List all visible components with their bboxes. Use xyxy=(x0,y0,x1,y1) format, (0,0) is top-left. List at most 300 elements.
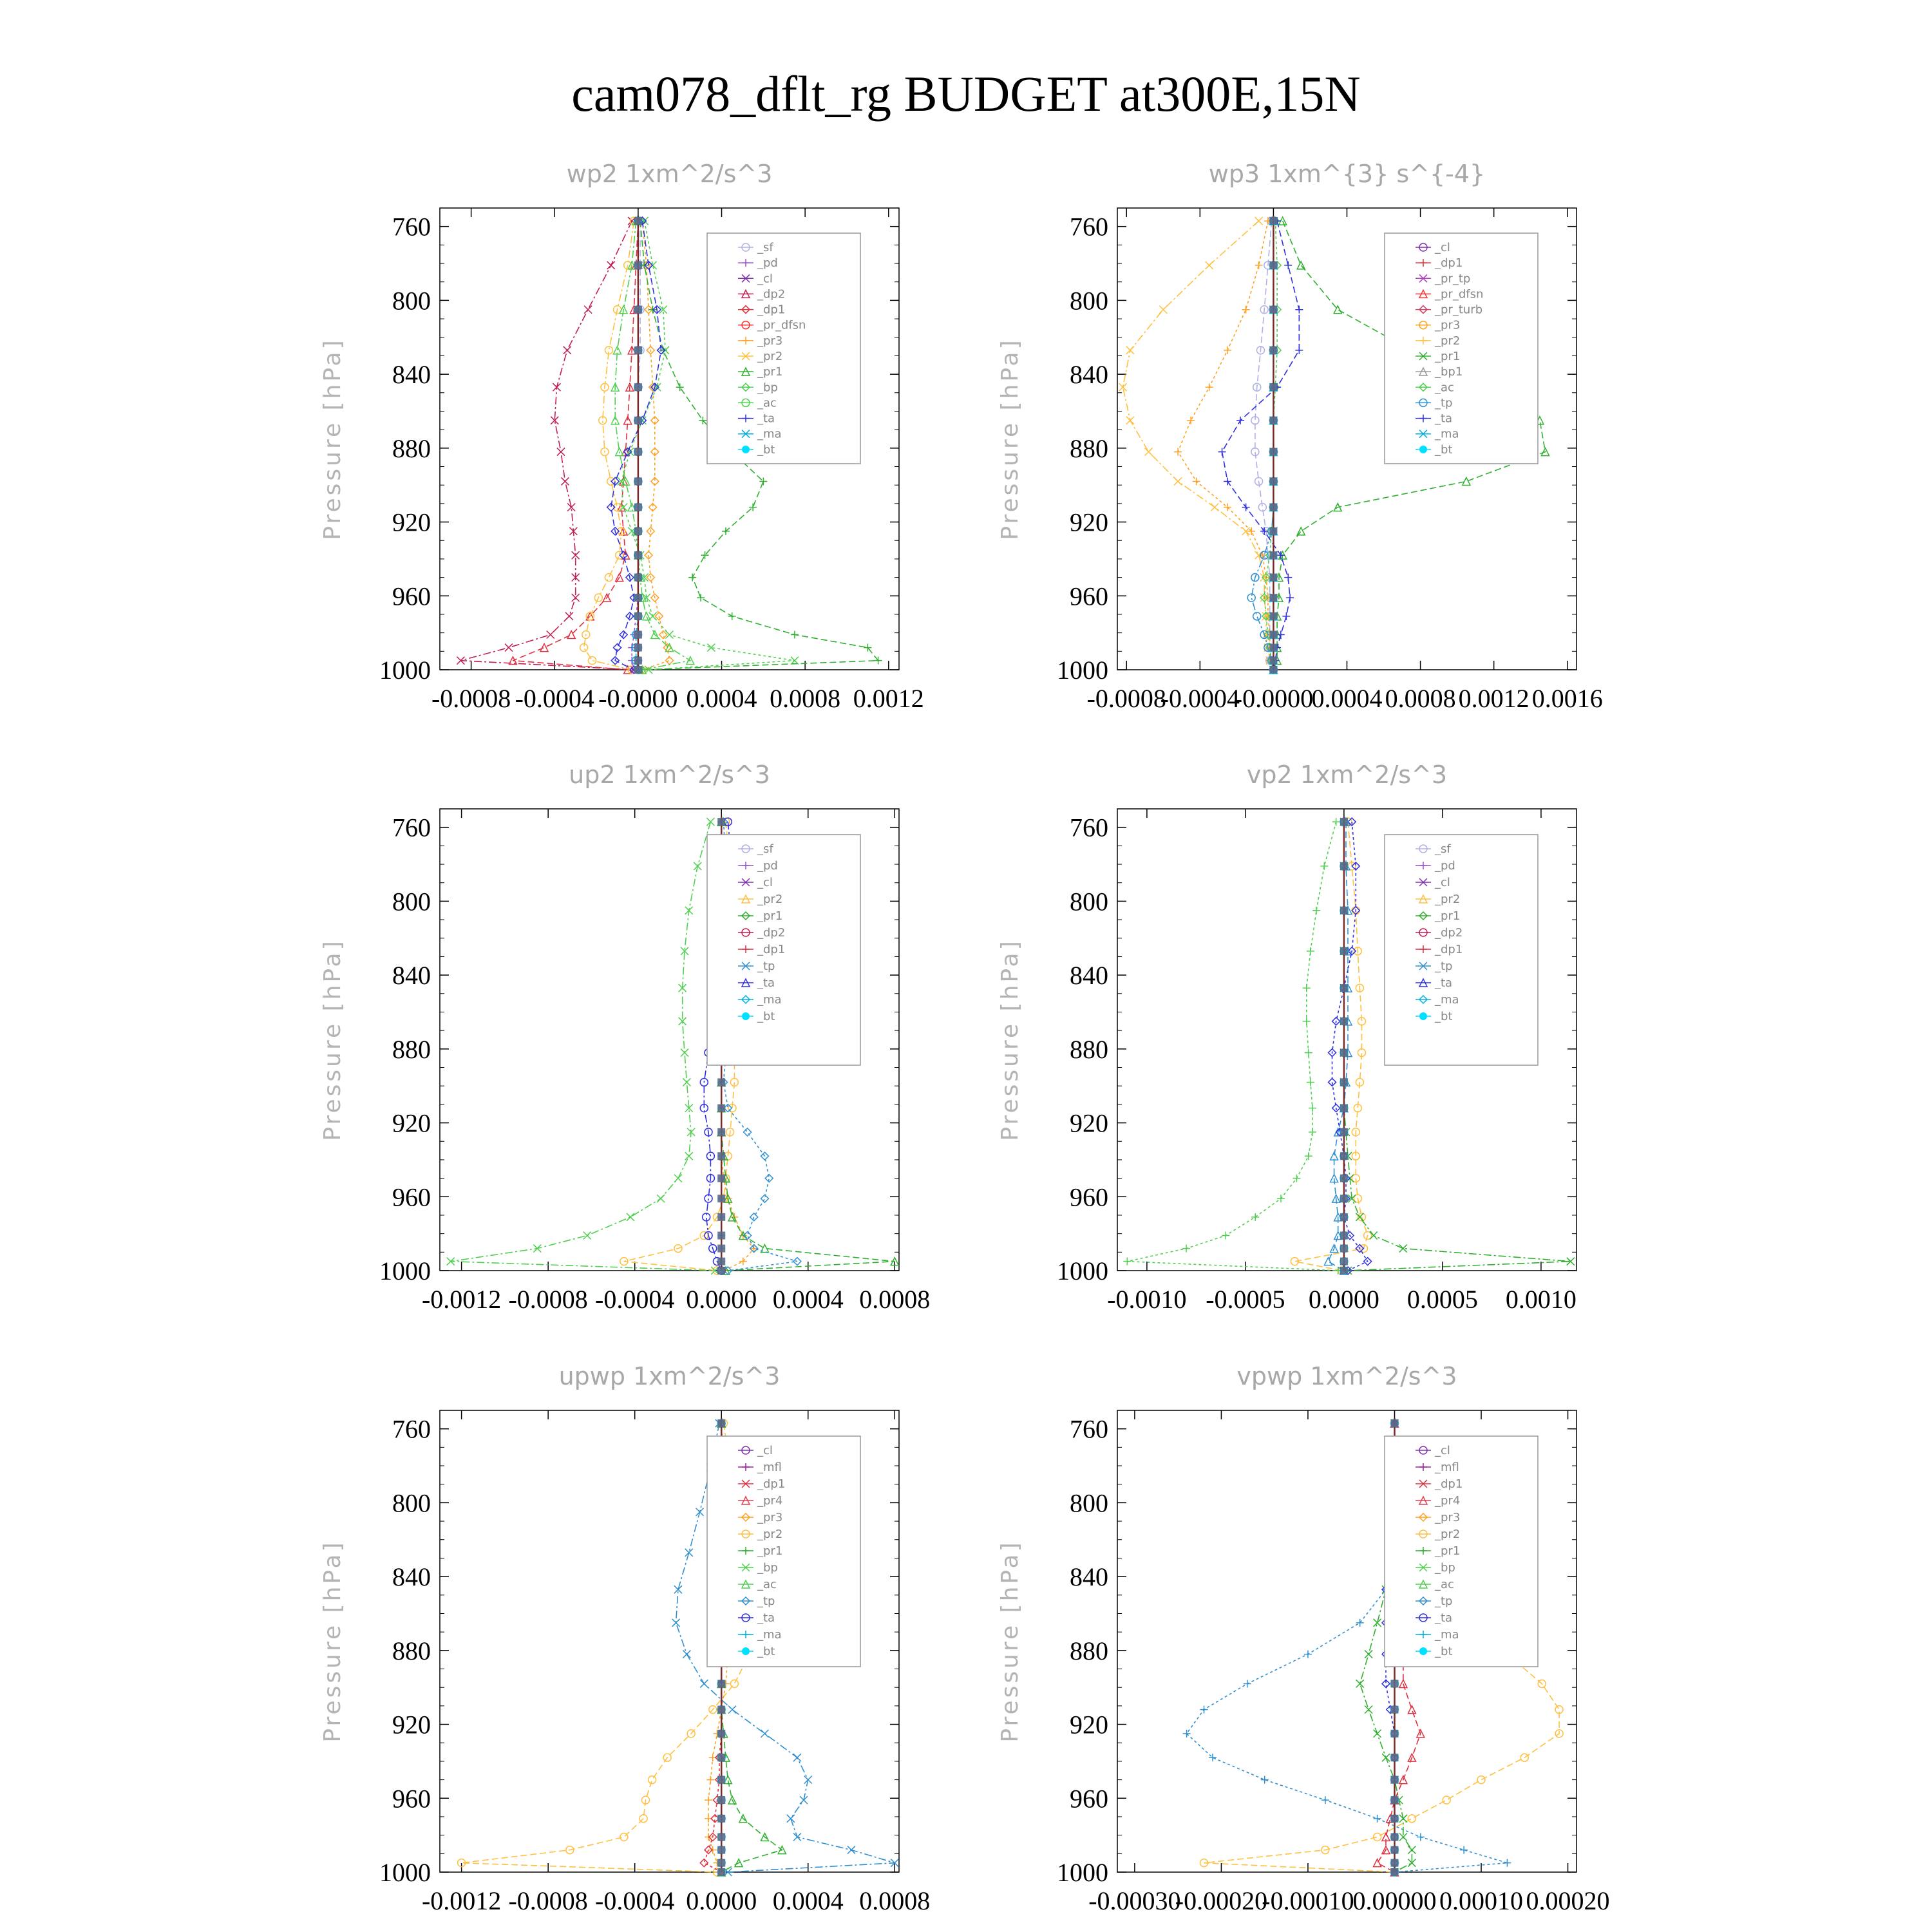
legend-label: _pr_tp xyxy=(1435,272,1471,286)
data-marker xyxy=(761,1730,768,1738)
x-tick-label: -0.0012 xyxy=(421,1886,502,1915)
data-marker xyxy=(1305,1152,1312,1160)
data-marker xyxy=(565,612,573,620)
y-tick-label: 920 xyxy=(1070,1108,1108,1138)
bt-marker xyxy=(717,1833,725,1841)
bt-marker xyxy=(1340,862,1348,870)
data-marker xyxy=(1286,594,1294,601)
data-marker xyxy=(688,574,696,582)
data-marker xyxy=(674,1175,682,1182)
legend-label: _pr1 xyxy=(1435,350,1461,363)
x-tick-label: 0.0008 xyxy=(770,684,841,713)
bt-marker xyxy=(1269,477,1277,485)
y-tick-label: 760 xyxy=(1070,813,1108,842)
series-line xyxy=(460,221,634,670)
x-tick-label: -0.0008 xyxy=(508,1285,588,1314)
y-axis-label: Pressure [hPa] xyxy=(997,938,1023,1141)
data-marker xyxy=(1503,1859,1511,1867)
legend-label: _ta xyxy=(757,976,775,990)
x-tick-label: 0.0008 xyxy=(859,1285,931,1314)
data-marker xyxy=(1374,1815,1381,1823)
data-marker xyxy=(1255,261,1263,269)
data-marker xyxy=(1183,1730,1191,1738)
x-tick-label: 0.0012 xyxy=(853,684,924,713)
legend-box xyxy=(1385,1436,1538,1667)
y-tick-label: 960 xyxy=(1070,582,1108,611)
legend-label: _ac xyxy=(757,396,777,410)
x-tick-label: 0.0010 xyxy=(1505,1285,1577,1314)
legend-marker xyxy=(1419,446,1427,453)
legend-label: _ta xyxy=(1435,1611,1453,1625)
bt-marker xyxy=(1269,383,1277,391)
data-marker xyxy=(683,1651,690,1658)
bt-marker xyxy=(634,551,642,559)
bt-marker xyxy=(1269,574,1277,582)
bt-marker xyxy=(717,1195,725,1202)
y-tick-label: 960 xyxy=(392,1182,431,1212)
y-tick-label: 800 xyxy=(392,286,431,316)
bt-marker xyxy=(1340,1267,1348,1274)
data-marker xyxy=(791,657,799,665)
chart-panel-1 xyxy=(319,160,924,713)
data-marker xyxy=(1309,1104,1316,1112)
legend-label: _pr_turb xyxy=(1435,303,1483,317)
data-marker xyxy=(1356,1619,1364,1627)
bt-marker xyxy=(634,346,642,354)
legend-label: _tp xyxy=(1435,960,1453,973)
data-marker xyxy=(1224,477,1231,485)
bt-marker xyxy=(1340,1175,1348,1182)
bt-marker xyxy=(1390,1730,1398,1738)
legend-label: _pr2 xyxy=(1435,893,1461,906)
data-marker xyxy=(681,1049,688,1057)
y-tick-label: 920 xyxy=(1070,1710,1108,1739)
series-line xyxy=(1294,822,1367,1271)
data-marker xyxy=(1365,1651,1372,1658)
bt-marker xyxy=(1390,1776,1398,1784)
data-marker xyxy=(1399,1815,1407,1823)
y-tick-label: 960 xyxy=(1070,1784,1108,1814)
data-marker xyxy=(627,1213,634,1221)
legend-label: _pr2 xyxy=(757,893,783,906)
data-marker xyxy=(1242,306,1250,314)
data-marker xyxy=(744,1128,752,1136)
x-tick-label: 0.0000 xyxy=(1308,1285,1379,1314)
legend-label: _tp xyxy=(1435,1595,1453,1608)
data-marker xyxy=(706,1776,714,1784)
y-tick-label: 1000 xyxy=(1057,1256,1108,1285)
data-marker xyxy=(620,1833,628,1841)
chart-panel-3 xyxy=(319,761,930,1314)
legend-label: _bt xyxy=(757,442,775,457)
data-marker xyxy=(683,1078,690,1086)
legend-label: _ma xyxy=(757,1628,782,1642)
legend-label: _bp xyxy=(757,1561,778,1575)
series-line xyxy=(1127,822,1338,1271)
x-tick-label: 0.0004 xyxy=(772,1886,844,1915)
data-marker xyxy=(761,1195,768,1202)
data-marker xyxy=(1206,383,1213,391)
legend-label: _pr_dfsn xyxy=(1435,287,1484,301)
bt-marker xyxy=(717,1104,725,1112)
data-marker xyxy=(1303,984,1311,992)
legend-label: _dp1 xyxy=(1435,256,1463,270)
bt-marker xyxy=(717,1815,725,1823)
bt-marker xyxy=(1340,984,1348,992)
bt-marker xyxy=(1269,612,1277,620)
x-tick-label: 0.0008 xyxy=(859,1886,931,1915)
bt-marker xyxy=(1269,261,1277,269)
data-marker xyxy=(1123,1258,1131,1265)
series-line xyxy=(451,822,715,1271)
x-tick-label: -0.00020 xyxy=(1175,1886,1268,1915)
legend-label: _sf xyxy=(757,241,773,254)
data-marker xyxy=(1260,527,1268,535)
y-axis-label: Pressure [hPa] xyxy=(997,337,1023,540)
data-marker xyxy=(605,574,613,582)
y-tick-label: 880 xyxy=(1070,433,1108,463)
y-tick-label: 760 xyxy=(392,813,431,842)
y-tick-label: 800 xyxy=(1070,887,1108,916)
data-marker xyxy=(1236,417,1244,424)
data-marker xyxy=(1255,217,1263,225)
data-marker xyxy=(1443,1796,1450,1804)
legend-label: _cl xyxy=(757,1444,773,1457)
legend-label: _bt xyxy=(1435,1645,1453,1658)
x-tick-label: -0.0004 xyxy=(1160,684,1240,713)
bt-marker xyxy=(1340,1152,1348,1160)
data-marker xyxy=(583,1232,591,1240)
y-tick-label: 960 xyxy=(1070,1182,1108,1212)
legend-label: _dp1 xyxy=(1435,1477,1463,1491)
x-tick-label: -0.00030 xyxy=(1088,1886,1181,1915)
data-marker xyxy=(1382,1754,1390,1761)
legend-label: _pr3 xyxy=(757,1511,783,1524)
x-tick-label: 0.00020 xyxy=(1526,1886,1610,1915)
legend-label: _bt xyxy=(757,1645,775,1658)
y-tick-label: 760 xyxy=(392,212,431,242)
y-axis-label: Pressure [hPa] xyxy=(319,337,346,540)
bt-marker xyxy=(1269,644,1277,652)
legend-label: _pr4 xyxy=(757,1494,783,1508)
legend-label: _pr1 xyxy=(757,909,783,923)
bt-marker xyxy=(634,594,642,601)
data-marker xyxy=(791,631,799,639)
data-marker xyxy=(1356,1213,1363,1221)
data-marker xyxy=(540,644,548,652)
legend-label: _ta xyxy=(1435,976,1453,990)
y-tick-label: 880 xyxy=(1070,1636,1108,1665)
y-tick-label: 920 xyxy=(1070,507,1108,537)
data-marker xyxy=(1174,448,1182,456)
legend-label: _dp1 xyxy=(757,1477,786,1491)
legend-label: _ta xyxy=(757,1611,775,1625)
data-marker xyxy=(694,862,701,870)
bt-marker xyxy=(717,1680,725,1687)
bt-marker xyxy=(1269,594,1277,601)
legend-marker xyxy=(742,1012,750,1020)
data-marker xyxy=(1193,477,1200,485)
data-marker xyxy=(1370,1232,1378,1240)
data-marker xyxy=(1224,346,1231,354)
bt-marker xyxy=(717,1078,725,1086)
legend-label: _pr3 xyxy=(1435,1511,1461,1524)
data-marker xyxy=(553,383,560,391)
bt-marker xyxy=(1390,1833,1398,1841)
legend-label: _dp2 xyxy=(1435,926,1463,940)
data-marker xyxy=(557,448,565,456)
bt-marker xyxy=(634,448,642,456)
data-marker xyxy=(1320,862,1328,870)
x-tick-label: -0.0004 xyxy=(595,1285,675,1314)
data-marker xyxy=(1242,504,1250,511)
bt-marker xyxy=(717,1796,725,1804)
legend-label: _bt xyxy=(1435,1010,1453,1023)
data-marker xyxy=(1374,1859,1381,1867)
y-tick-label: 1000 xyxy=(1057,1858,1108,1887)
bt-marker xyxy=(1340,907,1348,914)
data-marker xyxy=(1126,417,1134,424)
bt-marker xyxy=(1269,666,1277,674)
data-marker xyxy=(1277,1195,1285,1202)
x-tick-label: 0.0004 xyxy=(686,684,757,713)
y-tick-label: 880 xyxy=(392,1034,431,1064)
legend-label: _bp1 xyxy=(1435,365,1463,379)
bt-marker xyxy=(634,417,642,424)
bt-marker xyxy=(717,1754,725,1761)
data-marker xyxy=(1307,1078,1314,1086)
legend-label: _ac xyxy=(1435,381,1454,395)
legend-label: _dp2 xyxy=(757,287,786,301)
bt-marker xyxy=(1340,947,1348,955)
y-tick-label: 840 xyxy=(1070,360,1108,390)
data-marker xyxy=(1282,612,1290,620)
series-line xyxy=(1332,822,1368,1271)
bt-marker xyxy=(634,666,642,674)
bt-marker xyxy=(634,306,642,314)
bt-marker xyxy=(1390,1868,1398,1876)
data-marker xyxy=(649,1776,656,1784)
data-marker xyxy=(1477,1776,1485,1784)
data-marker xyxy=(787,1815,795,1823)
y-tick-label: 800 xyxy=(1070,286,1108,316)
x-tick-label: 0.0000 xyxy=(686,1285,757,1314)
bt-marker xyxy=(717,1267,725,1274)
bt-marker xyxy=(1340,1104,1348,1112)
y-tick-label: 760 xyxy=(1070,1414,1108,1444)
x-tick-label: -0.0000 xyxy=(1233,684,1314,713)
legend-marker xyxy=(742,1647,750,1655)
data-marker xyxy=(659,631,667,639)
y-tick-label: 840 xyxy=(1070,961,1108,990)
data-marker xyxy=(696,1508,704,1516)
data-marker xyxy=(1332,818,1340,826)
data-marker xyxy=(1187,417,1195,424)
x-tick-label: -0.0012 xyxy=(421,1285,502,1314)
data-marker xyxy=(1408,1846,1416,1854)
bt-marker xyxy=(634,527,642,535)
series-line xyxy=(513,221,638,670)
data-marker xyxy=(561,477,569,485)
legend-label: _ma xyxy=(1435,427,1459,441)
bt-marker xyxy=(1269,551,1277,559)
series-line xyxy=(642,221,669,670)
x-tick-label: -0.0008 xyxy=(1086,684,1166,713)
x-tick-label: -0.0005 xyxy=(1206,1285,1285,1314)
bt-marker xyxy=(717,1859,725,1867)
legend-marker xyxy=(1419,1647,1427,1655)
data-marker xyxy=(1321,1796,1329,1804)
bt-marker xyxy=(1390,1419,1398,1427)
legend-label: _ac xyxy=(757,1578,777,1591)
data-marker xyxy=(1244,1680,1251,1687)
legend-label: _pr3 xyxy=(1435,318,1461,332)
data-marker xyxy=(705,1796,712,1804)
y-tick-label: 1000 xyxy=(1057,656,1108,685)
bt-marker xyxy=(717,1776,725,1784)
data-marker xyxy=(564,346,571,354)
data-marker xyxy=(1182,1245,1190,1253)
x-tick-label: 0.00000 xyxy=(1352,1886,1437,1915)
data-marker xyxy=(800,1796,808,1804)
data-marker xyxy=(584,306,592,314)
data-marker xyxy=(1295,306,1303,314)
bt-marker xyxy=(1390,1706,1398,1714)
y-tick-label: 800 xyxy=(392,1488,431,1518)
x-tick-label: -0.0008 xyxy=(431,684,511,713)
data-marker xyxy=(728,612,736,620)
legend-label: _pr1 xyxy=(1435,1544,1461,1558)
bt-marker xyxy=(1269,448,1277,456)
legend-label: _ma xyxy=(757,993,782,1007)
legend-label: _ta xyxy=(1435,412,1453,426)
bt-marker xyxy=(717,1175,725,1182)
legend-label: _pr2 xyxy=(757,1528,783,1541)
y-tick-label: 800 xyxy=(1070,1488,1108,1518)
legend-label: _mfl xyxy=(1435,1461,1459,1474)
bt-marker xyxy=(634,383,642,391)
y-tick-label: 1000 xyxy=(379,656,431,685)
bt-marker xyxy=(717,1258,725,1265)
data-marker xyxy=(804,1776,812,1784)
panel-title: vp2 1xm^2/s^3 xyxy=(1246,761,1448,789)
bt-marker xyxy=(717,1152,725,1160)
bt-marker xyxy=(1390,1754,1398,1761)
data-marker xyxy=(697,594,705,601)
y-tick-label: 960 xyxy=(392,582,431,611)
data-marker xyxy=(1222,1232,1229,1240)
data-marker xyxy=(1463,477,1470,485)
legend-label: _pr1 xyxy=(1435,909,1461,923)
bt-marker xyxy=(634,574,642,582)
x-tick-label: 0.00010 xyxy=(1439,1886,1524,1915)
legend-label: _pd xyxy=(757,256,778,270)
panel-title: wp2 1xm^2/s^3 xyxy=(566,160,773,188)
data-marker xyxy=(1374,1833,1381,1841)
bt-marker xyxy=(634,657,642,665)
bt-marker xyxy=(717,818,725,826)
data-marker xyxy=(639,1815,647,1823)
legend-label: _bt xyxy=(1435,442,1453,457)
legend-label: _pd xyxy=(1435,859,1455,873)
data-marker xyxy=(728,1706,736,1714)
panel-title: wp3 1xm^{3} s^{-4} xyxy=(1208,160,1486,188)
bt-marker xyxy=(717,1213,725,1221)
x-tick-label: 0.0004 xyxy=(772,1285,844,1314)
bt-marker xyxy=(634,631,642,639)
y-tick-label: 840 xyxy=(1070,1562,1108,1592)
bt-marker xyxy=(717,1846,725,1854)
legend-label: _cl xyxy=(757,272,773,286)
bt-marker xyxy=(1269,527,1277,535)
legend-label: _pr2 xyxy=(1435,334,1461,348)
bt-marker xyxy=(1340,818,1348,826)
bt-marker xyxy=(1269,346,1277,354)
bt-marker xyxy=(1269,657,1277,665)
legend-label: _ac xyxy=(1435,1578,1454,1591)
data-marker xyxy=(730,1680,738,1687)
data-marker xyxy=(672,1619,680,1627)
data-marker xyxy=(685,1549,693,1557)
legend-label: _cl xyxy=(1435,876,1450,889)
bt-marker xyxy=(717,1232,725,1240)
x-tick-label: -0.0004 xyxy=(515,684,594,713)
x-tick-label: -0.0010 xyxy=(1107,1285,1187,1314)
bt-marker xyxy=(717,1245,725,1253)
data-marker xyxy=(676,383,684,391)
data-marker xyxy=(1119,383,1127,391)
legend-label: _tp xyxy=(1435,396,1453,410)
x-tick-label: -0.0004 xyxy=(595,1886,675,1915)
bt-marker xyxy=(1340,1245,1348,1253)
series-line xyxy=(1264,221,1277,670)
legend-label: _sf xyxy=(1435,842,1451,856)
bt-marker xyxy=(1340,1049,1348,1057)
bt-marker xyxy=(1390,1846,1398,1854)
bt-marker xyxy=(634,217,642,225)
bt-marker xyxy=(1340,1195,1348,1202)
legend-label: _pr3 xyxy=(757,334,783,348)
data-marker xyxy=(1211,504,1218,511)
data-marker xyxy=(1312,907,1320,914)
data-marker xyxy=(643,612,650,620)
bt-marker xyxy=(1390,1680,1398,1687)
bt-marker xyxy=(1340,1128,1348,1136)
y-axis-label: Pressure [hPa] xyxy=(997,1540,1023,1743)
legend-label: _dp1 xyxy=(757,943,786,956)
legend-box xyxy=(707,1436,860,1667)
legend-label: _tp xyxy=(757,1595,775,1608)
legend-label: _sf xyxy=(757,842,773,856)
data-marker xyxy=(1251,1213,1259,1221)
data-marker xyxy=(589,657,596,665)
y-tick-label: 760 xyxy=(1070,212,1108,242)
bt-marker xyxy=(717,1128,725,1136)
y-tick-label: 880 xyxy=(392,433,431,463)
legend-label: _pr1 xyxy=(757,1544,783,1558)
x-tick-label: -0.0008 xyxy=(508,1886,588,1915)
data-marker xyxy=(1144,448,1152,456)
data-marker xyxy=(1284,574,1292,582)
legend-label: _ma xyxy=(1435,1628,1459,1642)
chart-panel-5 xyxy=(319,1362,930,1915)
y-tick-label: 880 xyxy=(1070,1034,1108,1064)
bt-marker xyxy=(1340,1213,1348,1221)
data-marker xyxy=(793,1754,801,1761)
legend-label: _pr2 xyxy=(1435,1528,1461,1541)
y-tick-label: 760 xyxy=(392,1414,431,1444)
data-marker xyxy=(547,631,554,639)
